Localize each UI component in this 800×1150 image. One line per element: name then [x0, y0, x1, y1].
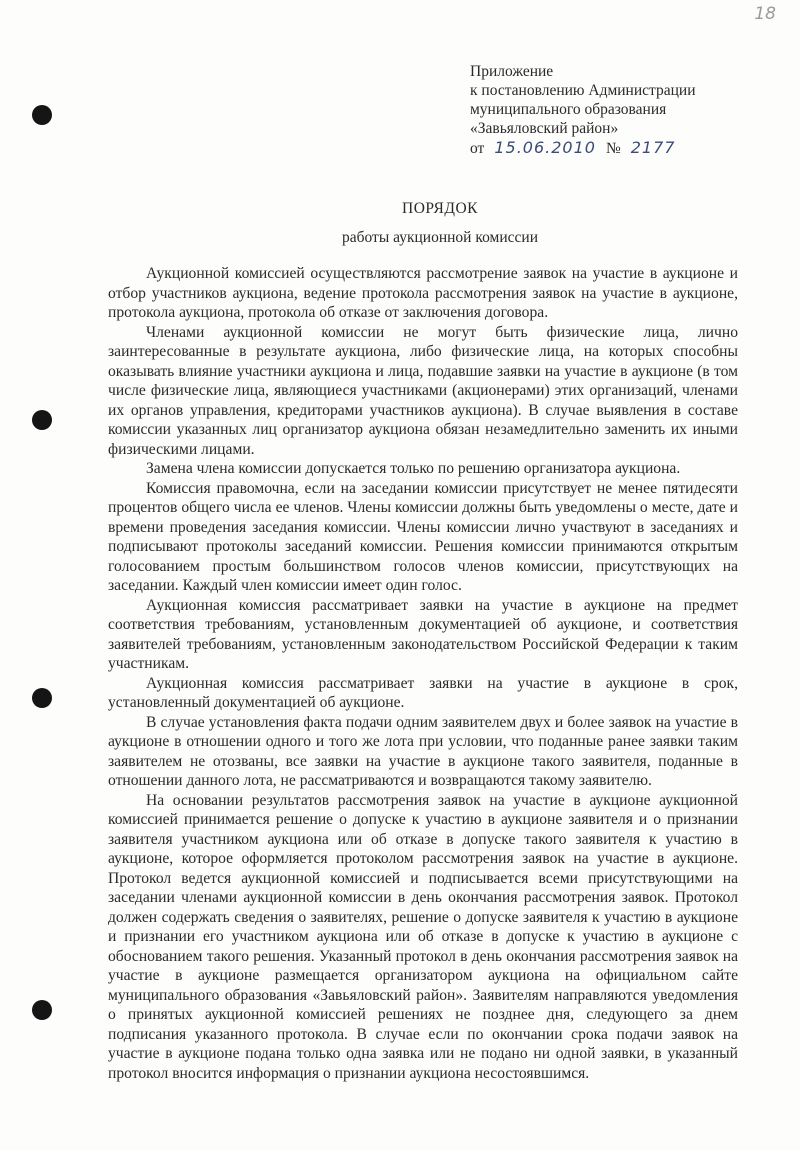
paragraph: Замена члена комиссии допускается только по решению организатора аукциона. — [146, 460, 681, 477]
annex-line: «Завьяловский район» — [470, 120, 619, 137]
number-sign: № — [605, 140, 621, 157]
document-body — [108, 264, 738, 1083]
punch-hole — [32, 1000, 52, 1020]
paragraph: Аукционная комиссия рассматривает заявки на участие в аукционе на предмет соответствия требованиям, установленным документацией об аукционе, и соответствия заявителей требованиям, установленным законодательством Российской Федерации к таким участникам. — [108, 596, 738, 672]
punch-hole — [32, 105, 52, 125]
paragraph: Аукционной комиссией осуществляются рассмотрение заявок на участие в аукционе и отбор участников аукциона, ведение протокола рассмотрения заявок на участие в аукционе, протокола аукциона, протокола об отказе от заключения договора. — [108, 265, 738, 321]
annex-line: к постановлению Администрации — [470, 82, 696, 99]
document-title: ПОРЯДОК — [402, 200, 478, 217]
annex-block — [470, 62, 770, 158]
handwritten-date: 15.06.2010 — [494, 138, 596, 157]
punch-hole — [32, 688, 52, 708]
annex-date-line — [470, 138, 770, 158]
date-prefix: от — [470, 140, 485, 157]
paragraph: На основании результатов рассмотрения заявок на участие в аукционе аукционной комиссией принимается решение о допуске к участию в аукционе заявителя и о признании заявителя участником аукциона или об отказе в допуске такого заявителя к участию в аукционе, которое оформляется протоколом рассмотрения заявок на участие в аукционе. Протокол ведется аукционной комиссией и подписывается всеми присутствующими на заседании членами аукционной комиссии в день окончания рассмотрения заявок. Протокол должен содержать сведения о заявителях, решение о допуске заявителя к участию в аукционе и признании его участником аукциона или об отказе в допуске к участию в аукционе с обоснованием такого решения. Указанный протокол в день окончания рассмотрения заявок на участие в аукционе размещается организатором аукциона на официальном сайте муниципального образования «Завьяловский район». Заявителям направляются уведомления о принятых аукционной комиссией решениях не позднее дня, следующего за днем подписания указанного протокола. В случае если по окончании срока подачи заявок на участие в аукционе подана только одна заявка или не подано ни одной заявки, в указанный протокол вносится информация о признании аукциона несостоявшимся. — [108, 791, 738, 1082]
handwritten-number: 2177 — [630, 138, 676, 157]
paragraph: Аукционная комиссия рассматривает заявки на участие в аукционе в срок, установленный документацией об аукционе. — [108, 674, 738, 711]
paragraph: Комиссия правомочна, если на заседании комиссии присутствует не менее пятидесяти процентов общего числа ее членов. Члены комиссии должны быть уведомлены о месте, дате и времени проведения заседания комиссии. Члены комиссии лично участвуют в заседаниях и подписывают протоколы заседаний комиссии. Решения комиссии принимаются открытым голосованием простым большинством голосов членов комиссии, присутствующих на заседании. Каждый член комиссии имеет один голос. — [108, 479, 738, 594]
paragraph: Членами аукционной комиссии не могут быть физические лица, лично заинтересованные в результате аукциона, либо физические лица, на которых способны оказывать влияние участники аукциона и лица, подавшие заявки на участие в аукционе (в том числе физические лица, являющиеся участниками (акционерами) этих организаций, членами их органов управления, кредиторами участников аукциона). В случае выявления в составе комиссии указанных лиц организатор аукциона обязан незамедлительно заменить их иными физическими лицами. — [108, 323, 738, 458]
annex-line: Приложение — [470, 63, 554, 80]
paragraph: В случае установления факта подачи одним заявителем двух и более заявок на участие в аукционе в отношении одного и того же лота при условии, что поданные ранее заявки таким заявителем не отозваны, все заявки на участие в аукционе такого заявителя, поданные в отношении данного лота, не рассматриваются и возвращаются такому заявителю. — [108, 713, 738, 789]
punch-hole — [32, 410, 52, 430]
document-subtitle: работы аукционной комиссии — [342, 229, 538, 246]
page-number: 18 — [754, 4, 776, 24]
annex-line: муниципального образования — [470, 101, 667, 118]
